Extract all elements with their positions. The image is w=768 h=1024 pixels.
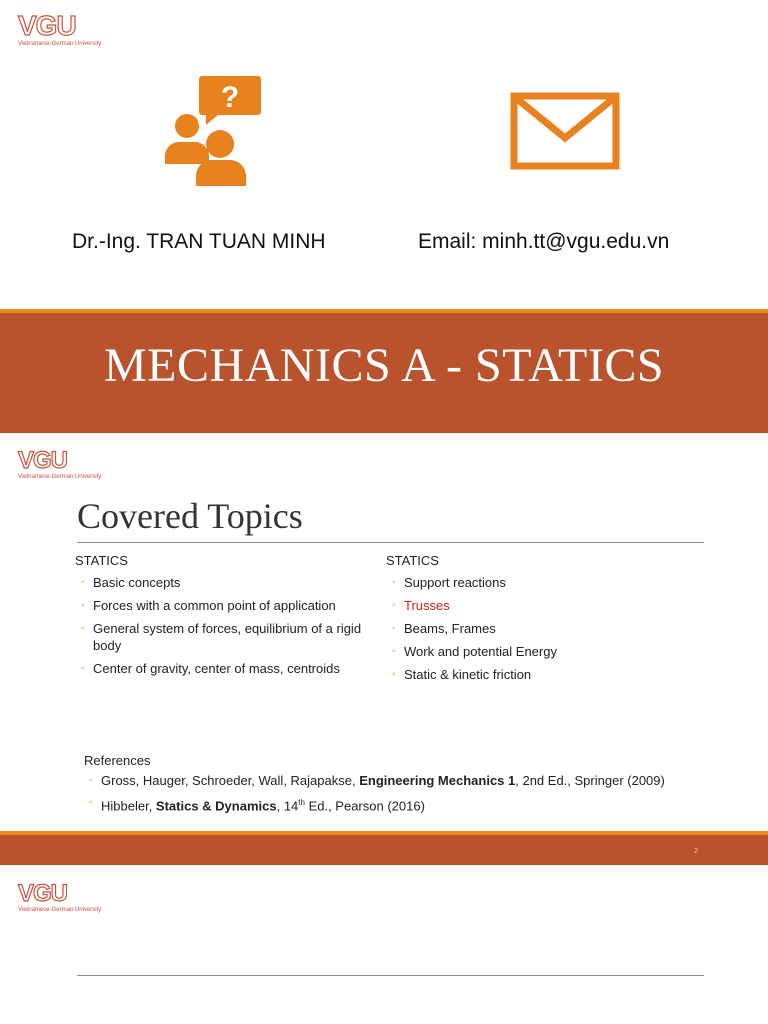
vgu-logo [18, 449, 101, 480]
slide-1 [0, 0, 768, 432]
list-item-highlighted: ◦ Trusses [392, 598, 450, 613]
bullet-icon: ◦ [392, 669, 396, 680]
topic-list [75, 574, 380, 677]
column-heading: STATICS [386, 553, 439, 568]
bullet-icon: ◦ [89, 775, 93, 786]
course-title: MECHANICS A - STATICS [103, 339, 665, 392]
list-item: ◦ Basic concepts [81, 575, 181, 590]
logo-mark: VGU [18, 10, 76, 41]
title-rule [77, 975, 704, 976]
people-question-icon [160, 74, 264, 188]
page-number: 2 [694, 848, 698, 855]
lecturer-name: Dr.-Ing. TRAN TUAN MINH [72, 230, 326, 253]
logo-mark: VGU [18, 880, 68, 907]
topics-right-column [386, 553, 686, 689]
lecturer-email[interactable]: Email: minh.tt@vgu.edu.vn [418, 230, 670, 253]
references-heading: References [84, 753, 151, 768]
topics-left-column [75, 553, 380, 683]
reference-list [84, 772, 665, 814]
logo-subtitle: Vietnamese-German University [18, 41, 102, 47]
title-rule [77, 542, 704, 543]
list-item: ◦ General system of forces, equilibrium of a rigid body [81, 621, 362, 653]
slide-title: Covered Topics [77, 496, 303, 536]
bullet-icon: ◦ [392, 600, 396, 611]
topic-list [386, 574, 686, 683]
reference-item: ◦ Hibbeler, Statics & Dynamics, 14th Ed., Pearson (2016) [84, 794, 665, 814]
references [84, 753, 665, 819]
bullet-icon: ◦ [392, 646, 396, 657]
envelope-icon [510, 92, 620, 170]
bullet-icon: ◦ [392, 623, 396, 634]
list-item: ◦ Support reactions [392, 575, 506, 590]
bullet-icon: ◦ [392, 577, 396, 588]
vgu-logo [18, 12, 101, 47]
list-item: ◦ Static & kinetic friction [392, 667, 532, 682]
logo-mark: VGU [18, 447, 68, 474]
logo-subtitle: Vietnamese-German University [18, 474, 102, 480]
bullet-icon: ◦ [81, 623, 85, 634]
bullet-icon: ◦ [81, 600, 85, 611]
bullet-icon: ◦ [89, 797, 93, 808]
footer-bar [0, 835, 768, 865]
svg-text:?: ? [220, 81, 240, 114]
reference-item: ◦ Gross, Hauger, Schroeder, Wall, Rajapakse, Engineering Mechanics 1, 2nd Ed., Springer (2009) [89, 773, 665, 788]
slide-3 [0, 866, 768, 1024]
logo-subtitle: Vietnamese-German University [18, 907, 102, 913]
bullet-icon: ◦ [81, 577, 85, 588]
vgu-logo [18, 882, 101, 913]
column-heading: STATICS [75, 553, 128, 568]
bullet-icon: ◦ [81, 663, 85, 674]
list-item: ◦ Work and potential Energy [392, 644, 557, 659]
list-item: ◦ Center of gravity, center of mass, centroids [81, 661, 340, 676]
list-item: ◦ Forces with a common point of application [81, 598, 336, 613]
list-item: ◦ Beams, Frames [392, 621, 496, 636]
